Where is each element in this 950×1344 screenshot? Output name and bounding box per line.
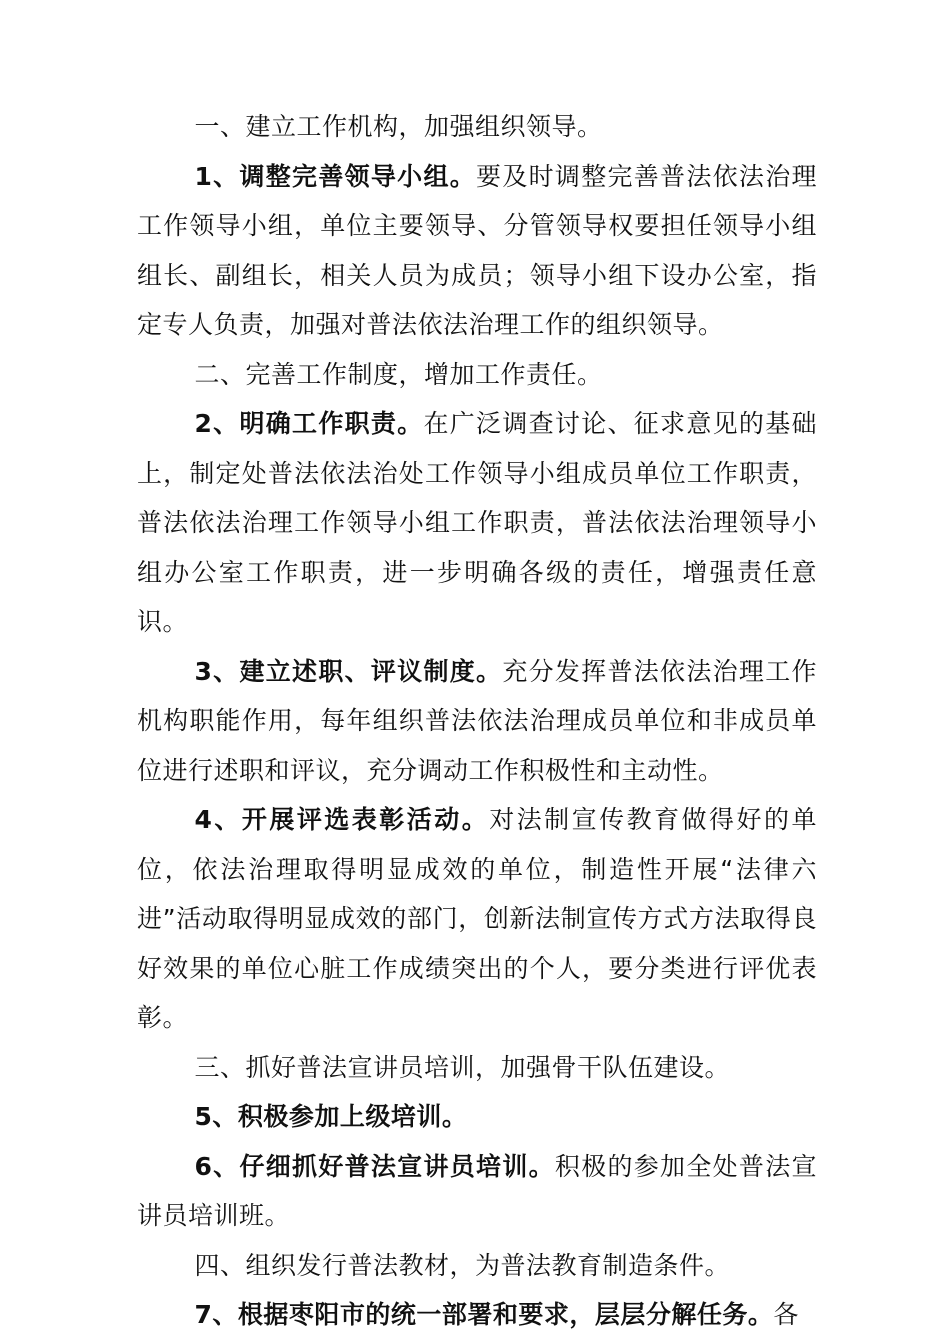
document-page <box>137 102 817 1340</box>
item-body-3: 充分发挥普法依法治理工作机构职能作用，每年组织普法依法治理成员单位和非成员单位进行述职和评议，充分调动工作积极性和主动性。 <box>137 656 817 785</box>
item-lead-6: 6、仔细抓好普法宣讲员培训。 <box>194 1151 555 1181</box>
item-paragraph-4 <box>137 795 817 1043</box>
section-heading-4: 四、组织发行普法教材，为普法教育制造条件。 <box>194 1250 731 1280</box>
item-body-4: 对法制宣传教育做得好的单位，依法治理取得明显成效的单位，制造性开展“法律六进”活动取得明显成效的部门，创新法制宣传方式方法取得良好效果的单位心脏工作成绩突出的个人，要分类进行评优表彰。 <box>137 805 817 1032</box>
section-heading-2: 二、完善工作制度，增加工作责任。 <box>194 359 603 389</box>
item-paragraph-2 <box>137 399 817 647</box>
item-body-6: 积极的参加全处普法宣讲员培训班。 <box>137 1151 817 1230</box>
section-heading-1: 一、建立工作机构，加强组织领导。 <box>194 112 603 141</box>
item-paragraph-5 <box>137 1092 817 1142</box>
item-body-1: 要及时调整完善普法依法治理工作领导小组，单位主要领导、分管领导权要担任领导小组组长、副组长，相关人员为成员；领导小组下设办公室，指定专人负责，加强对普法依法治理工作的组织领导。 <box>137 161 817 339</box>
item-body-2: 在广泛调查讨论、征求意见的基础上，制定处普法依法治处工作领导小组成员单位工作职责，普法依法治理工作领导小组工作职责，普法依法治理领导小组办公室工作职责，进一步明确各级的责任，增强责任意识。 <box>137 409 817 636</box>
item-body-7: 各 <box>773 1300 799 1329</box>
section-heading-3: 三、抓好普法宣讲员培训，加强骨干队伍建设。 <box>194 1052 731 1082</box>
item-paragraph-6 <box>137 1142 817 1241</box>
item-paragraph-3 <box>137 647 817 796</box>
item-lead-3: 3、建立述职、评议制度。 <box>194 656 503 686</box>
item-paragraph-7 <box>137 1290 817 1340</box>
item-lead-5: 5、积极参加上级培训。 <box>194 1102 468 1131</box>
item-paragraph-1 <box>137 152 817 350</box>
item-lead-1: 1、调整完善领导小组。 <box>194 161 477 191</box>
item-lead-2: 2、明确工作职责。 <box>194 409 424 438</box>
item-lead-4: 4、开展评选表彰活动。 <box>194 805 490 834</box>
item-lead-7: 7、根据枣阳市的统一部署和要求，层层分解任务。 <box>194 1300 774 1329</box>
